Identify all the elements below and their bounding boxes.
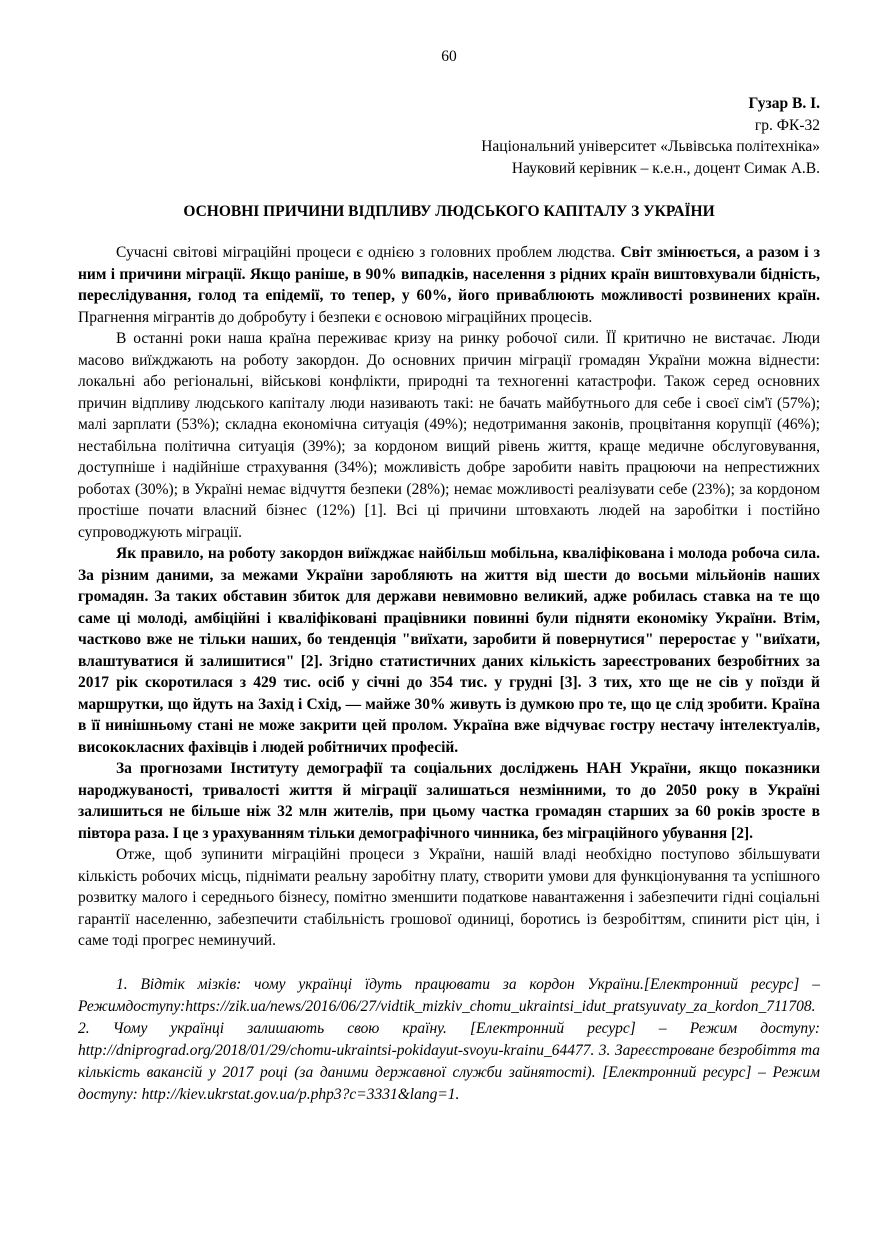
document-body — [78, 242, 820, 1106]
supervisor-line: Науковий керівник – к.е.н., доцент Симак А.В. — [511, 159, 820, 177]
text-run: Світ змінюється, а разом і з ним і причини міграції. Якщо раніше, в 90% випадків, населення з рідних країн виштовхували бідність, переслідування, голод та епідемії, то тепер, у 60%, його приваблюють можливості розвинених країн. — [78, 244, 820, 304]
paragraph — [78, 758, 820, 844]
page-number: 60 — [441, 48, 457, 65]
author-name: Гузар В. І. — [748, 95, 820, 112]
university-name: Національний університет «Львівська політехніка» — [481, 138, 820, 155]
paper-title: ОСНОВНІ ПРИЧИНИ ВІДПЛИВУ ЛЮДСЬКОГО КАПІТАЛУ З УКРАЇНИ — [183, 203, 715, 220]
author-group: гр. ФК-32 — [754, 116, 820, 134]
text-run: Як правило, на роботу закордон виїжджає найбільш мобільна, кваліфікована і молода робоча сила. За різним даними, за межами України заробляють на життя від шести до восьми мільйонів наших громадян. За таких обставин збиток для держави невимовно великий, адже робилась ставка на те що саме ці молоді, амбіційні і кваліфіковані працівники повинні були підняти економіку України. Втім, частково вже не тільки наших, бо тенденція "виїхати, заробити й повернутися" переростає у "виїхати, влаштуватися й залишитися" [2]. Згідно статистичних даних кількість зареєстрованих безробітних за 2017 рік скоротилася з 429 тис. осіб у січні до 354 тис. у грудні [3]. З тих, хто ще не сів у поїзди й маршрутки, що йдуть на Захід і Схід, — майже 30% живуть із думкою про те, що це слід зробити. Країна в її нинішньому стані не може закрити цей пролом. Україна вже відчуває гостру нестачу інтелектуалів, висококласних фахівців і людей робітничих професій. — [78, 545, 820, 756]
paragraph — [78, 844, 820, 952]
author-block — [78, 93, 820, 179]
text-run: За прогнозами Інституту демографії та соціальних досліджень НАН України, якщо показники народжуваності, тривалості життя й міграції залишаться незмінними, то до 2050 року в Україні залишиться не більше ніж 32 млн жителів, при цьому частка громадян старших за 60 років зросте в півтора раза. І це з урахуванням тільки демографічного чинника, без міграційного убування [2]. — [78, 760, 820, 842]
text-run: Отже, щоб зупинити міграційні процеси з України, нашій владі необхідно поступово збільшувати кількість робочих місць, піднімати реальну заробітну плату, створити умови для функціонування та успішного розвитку малого і середнього бізнесу, помітно зменшити податкове навантаження і забезпечити гідні соціальні гарантії населенню, забезпечити стабільність грошової одиниці, боротись із безробіттям, спинити ріст цін, і саме тоді прогрес неминучий. — [78, 846, 820, 949]
references-paragraph — [78, 974, 820, 1106]
text-run: Сучасні світові міграційні процеси є однією з головних проблем людства. — [116, 244, 621, 261]
text-run: Прагнення мігрантів до добробуту і безпеки є основою міграційних процесів. — [78, 308, 593, 326]
text-run: В останні роки наша країна переживає кризу на ринку робочої сили. ЇЇ критично не вистачає. Люди масово виїжджають на роботу закордон. До основних причин міграції громадян України можна віднести: локальні або регіональні, військові конфлікти, природні та техногенні катастрофи. Також серед основних причин відпливу людського капіталу люди називають такі: не бачать майбутнього для себе і своєї сім'ї (57%); малі зарплати (53%); складна економічна ситуація (49%); недотримання законів, процвітання корупції (46%); нестабільна політична ситуація (39%); за кордоном вищий рівень життя, краще медичне обслуговування, доступніше і надійніше страхування (34%); можливість добре заробити навіть працюючи на непрестижних роботах (30%); в Україні немає відчуття безпеки (28%); немає можливості реалізувати себе (23%); за кордоном простіше почати власний бізнес (12%) [1]. Всі ці причини штовхають людей на заробітки і постійно супроводжують міграції. — [78, 330, 820, 541]
text-run: 1. Відтік мізків: чому українці їдуть працювати за кордон України.[Електронний ресурс] – Режимдоступу:https://zik.ua/news/2016/06/27/vidtik_mizkiv_chomu_ukraintsi_idut_pratsyuvaty_za_kordon_711708. 2. Чому українці залишають свою країну. [Електронний ресурс] – Режим доступу: http://dniprograd.org/2018/01/29/chomu-ukraintsi-pokidayut-svoyu-krainu_64477. 3. Зареєстроване безробіття та кількість вакансій у 2017 році (за даними державної служби зайнятості). [Електронний ресурс] – Режим доступу: http://kiev.ukrstat.gov.ua/p.php3?c=3331&lang=1. — [78, 975, 820, 1103]
paragraph — [78, 328, 820, 543]
paragraph — [78, 543, 820, 758]
paragraph — [78, 242, 820, 328]
